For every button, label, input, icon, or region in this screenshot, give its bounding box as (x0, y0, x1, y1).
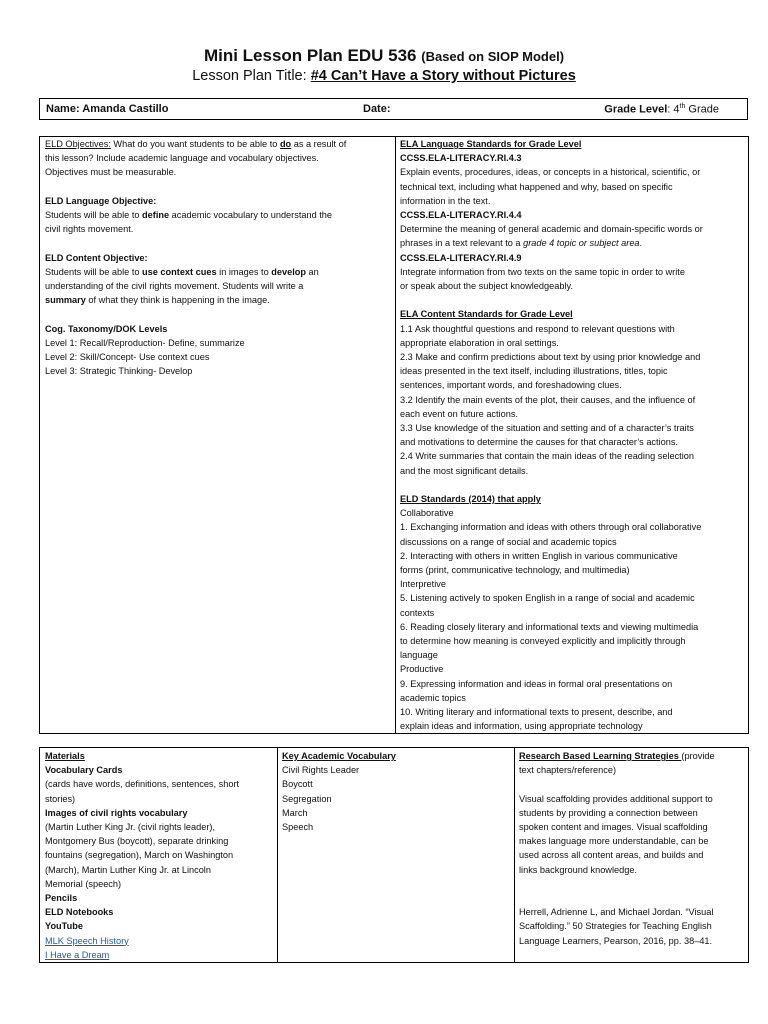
lesson-plan-title-text: #4 Can’t Have a Story without Pictures (310, 68, 576, 84)
content-std-2-3a: 2.3 Make and confirm predictions about text by using prior knowledge and (400, 352, 701, 363)
eld-productive: Productive (400, 664, 444, 675)
info-row (39, 98, 748, 120)
eld-objectives-text-2: as a result of (291, 139, 347, 149)
std2-period: . (639, 238, 643, 249)
content-std-2-4a: 2.4 Write summaries that contain the main ideas of the reading selection (400, 451, 694, 462)
research-para-2: students by providing a connection between (519, 807, 698, 818)
eld-collaborative: Collaborative (400, 508, 454, 519)
lang-obj-text: Students will be able to (45, 210, 143, 220)
content-std-2-3b: ideas presented in the text itself, including illustrations, titles, topic (400, 366, 668, 377)
research-para-6: links background knowledge. (519, 864, 637, 875)
content-std-3-3a: 3.3 Use knowledge of the situation and setting and of a character’s traits (400, 423, 694, 434)
lesson-plan-title (0, 68, 768, 84)
research-head-bold: Research Based Learning Strategies (519, 751, 682, 761)
pencils: Pencils (45, 893, 78, 904)
content-obj-text-4: of what they think is happening in the image. (85, 295, 270, 306)
grade-sup: th (679, 103, 686, 110)
reference-3: Language Learners, Pearson, 2016, pp. 38–41. (519, 935, 713, 946)
images-desc-5: Memorial (speech) (45, 878, 122, 889)
eld-std-9a: 9. Expressing information and ideas in formal oral presentations on (400, 678, 673, 689)
images-desc-2: Montgomery Bus (boycott), separate drinking (45, 836, 229, 847)
eld-std-2b: forms (print, communicative technology, and multimedia) (400, 565, 630, 576)
eld-objectives-text: What do you want students to be able to (110, 139, 280, 149)
eld-notebooks: ELD Notebooks (45, 907, 114, 918)
content-objective-head: ELD Content Objective: (45, 252, 148, 263)
reference-1: Herrell, Adrienne L, and Michael Jordan. “Visual (519, 907, 714, 918)
std2-italic: grade 4 topic or subject area (523, 238, 640, 249)
content-std-3-3b: and motivations to determine the causes for that character’s actions. (400, 437, 678, 448)
lang-obj-define: define (142, 210, 170, 220)
research-head-line2: text chapters/reference) (519, 765, 617, 776)
dok-level-3: Level 3: Strategic Thinking- Develop (45, 366, 193, 377)
eld-std-6b: to determine how meaning is conveyed explicitly and implicitly through (400, 636, 686, 647)
standard-ri-4-3-code: CCSS.ELA-LITERACY.RI.4.3 (400, 153, 522, 164)
dok-head: Cog. Taxonomy/DOK Levels (45, 323, 168, 334)
content-obj-text-2: in images to (216, 266, 272, 277)
standard-ri-4-3-line2: technical text, including what happened and why, based on specific (400, 181, 673, 192)
language-objective-line2: civil rights movement. (45, 224, 134, 235)
grade-label: Grade Level (604, 103, 668, 116)
grade-value: : 4 (667, 103, 680, 116)
standard-ri-4-9-code: CCSS.ELA-LITERACY.RI.4.9 (400, 252, 522, 263)
lang-obj-text-2: academic vocabulary to understand the (169, 210, 333, 220)
images-desc-1: (Martin Luther King Jr. (civil rights leader), (45, 822, 216, 833)
materials-divider-2 (514, 747, 515, 963)
images-head: Images of civil rights vocabulary (45, 807, 188, 818)
content-std-1-1a: 1.1 Ask thoughtful questions and respond to relevant questions with (400, 323, 675, 334)
content-obj-context-cues: use context cues (142, 266, 217, 277)
eld-objectives-line3: Objectives must be measurable. (45, 167, 177, 178)
materials-divider-1 (277, 747, 278, 963)
title-sub: (Based on SIOP Model) (421, 49, 565, 64)
content-objective-line2: understanding of the civil rights movement. Students will write a (45, 281, 304, 291)
eld-std-5b: contexts (400, 607, 435, 618)
name-field: Name: Amanda Castillo (46, 103, 169, 115)
eld-std-6c: language (400, 650, 438, 661)
standards-column (400, 137, 746, 734)
research-para-4: makes language more understandable, can be (519, 836, 709, 847)
language-objective (45, 208, 391, 222)
table-divider (395, 136, 396, 734)
lesson-plan-label: Lesson Plan Title: (192, 68, 311, 84)
eld-std-1b: discussions on a range of social and academic topics (400, 536, 617, 547)
eld-std-10b: explain ideas and information, using appropriate technology (400, 721, 643, 732)
eld-std-9b: academic topics (400, 692, 466, 703)
standard-ri-4-4-line1: Determine the meaning of general academic and domain-specific words or (400, 224, 703, 235)
date-field: Date: (363, 103, 391, 115)
ela-content-standards-head: ELA Content Standards for Grade Level (400, 309, 573, 320)
eld-objectives-do: do (279, 139, 292, 149)
title-main: Mini Lesson Plan EDU 536 (203, 46, 417, 65)
content-objective-line3 (45, 293, 391, 307)
eld-std-6a: 6. Reading closely literary and informational texts and viewing multimedia (400, 621, 699, 632)
vocab-item: Civil Rights Leader (282, 765, 360, 776)
grade-level-field (604, 103, 719, 116)
content-objective (45, 265, 391, 279)
research-head (519, 749, 747, 763)
vocab-item: March (282, 807, 308, 818)
research-para-1: Visual scaffolding provides additional support to (519, 793, 713, 804)
content-obj-text: Students will be able to (45, 266, 143, 277)
content-obj-text-3: an (305, 266, 319, 277)
eld-objectives-line2: this lesson? Include academic language and vocabulary objectives. (45, 153, 319, 164)
youtube: YouTube (45, 921, 83, 932)
images-desc-4: (March), Martin Luther King Jr. at Lincoln (45, 864, 211, 875)
std2-text: phrases in a text relevant to a (400, 238, 524, 249)
eld-std-5a: 5. Listening actively to spoken English in a range of social and academic (400, 593, 695, 604)
content-std-1-1b: appropriate elaboration in oral settings. (400, 337, 559, 348)
content-std-3-2a: 3.2 Identify the main events of the plot, their causes, and the influence of (400, 394, 696, 405)
content-std-2-4b: and the most significant details. (400, 465, 529, 476)
research-para-5: used across all content areas, and builds and (519, 850, 704, 861)
i-have-a-dream-link[interactable]: I Have a Dream (45, 949, 110, 960)
eld-standards-head: ELD Standards (2014) that apply (400, 494, 541, 505)
materials-column (45, 749, 273, 962)
vocab-item: Boycott (282, 779, 313, 790)
standard-ri-4-3-line1: Explain events, procedures, ideas, or concepts in a historical, scientific, or (400, 167, 701, 178)
standard-ri-4-4-code: CCSS.ELA-LITERACY.RI.4.4 (400, 210, 522, 221)
content-obj-develop: develop (271, 266, 306, 277)
vocabulary-cards-desc-2: stories) (45, 793, 76, 804)
page-title (0, 46, 768, 66)
vocabulary-column (282, 749, 510, 834)
content-obj-summary: summary (45, 295, 86, 306)
language-objective-head: ELD Language Objective: (45, 195, 157, 206)
eld-objectives (45, 137, 391, 151)
objectives-column (45, 137, 391, 378)
mlk-speech-history-link[interactable]: MLK Speech History (45, 935, 129, 946)
standard-ri-4-9-line2: or speak about the subject knowledgeably. (400, 281, 573, 292)
standard-ri-4-3-line3: information in the text. (400, 195, 491, 206)
ela-language-standards-head: ELA Language Standards for Grade Level (400, 139, 582, 149)
materials-head: Materials (45, 751, 85, 761)
research-head-tail: (provide (681, 751, 715, 761)
standard-ri-4-9-line1: Integrate information from two texts on the same topic in order to write (400, 266, 685, 277)
eld-interpretive: Interpretive (400, 579, 446, 590)
eld-std-2a: 2. Interacting with others in written English in various communicative (400, 550, 678, 561)
eld-objectives-head: ELD Objectives: (45, 139, 111, 149)
content-std-3-2b: each event on future actions. (400, 408, 518, 419)
dok-level-1: Level 1: Recall/Reproduction- Define, summarize (45, 337, 245, 348)
vocabulary-cards: Vocabulary Cards (45, 765, 123, 776)
vocab-item: Speech (282, 822, 314, 833)
research-para-3: spoken content and images. Visual scaffolding (519, 822, 708, 832)
grade-word: Grade (685, 103, 719, 116)
vocabulary-cards-desc-1: (cards have words, definitions, sentences, short (45, 779, 240, 790)
eld-std-1a: 1. Exchanging information and ideas with others through oral collaborative (400, 522, 702, 533)
reference-2: Scaffolding.” 50 Strategies for Teaching English (519, 921, 712, 932)
vocab-item: Segregation (282, 793, 332, 804)
vocabulary-head: Key Academic Vocabulary (282, 751, 396, 761)
standard-ri-4-4-line2 (400, 236, 746, 250)
dok-level-2: Level 2: Skill/Concept- Use context cues (45, 352, 210, 362)
images-desc-3: fountains (segregation), March on Washington (45, 850, 234, 861)
eld-std-10a: 10. Writing literary and informational texts to present, describe, and (400, 707, 673, 718)
research-column (519, 749, 747, 948)
content-std-2-3c: sentences, important words, and foreshadowing clues. (400, 380, 622, 391)
